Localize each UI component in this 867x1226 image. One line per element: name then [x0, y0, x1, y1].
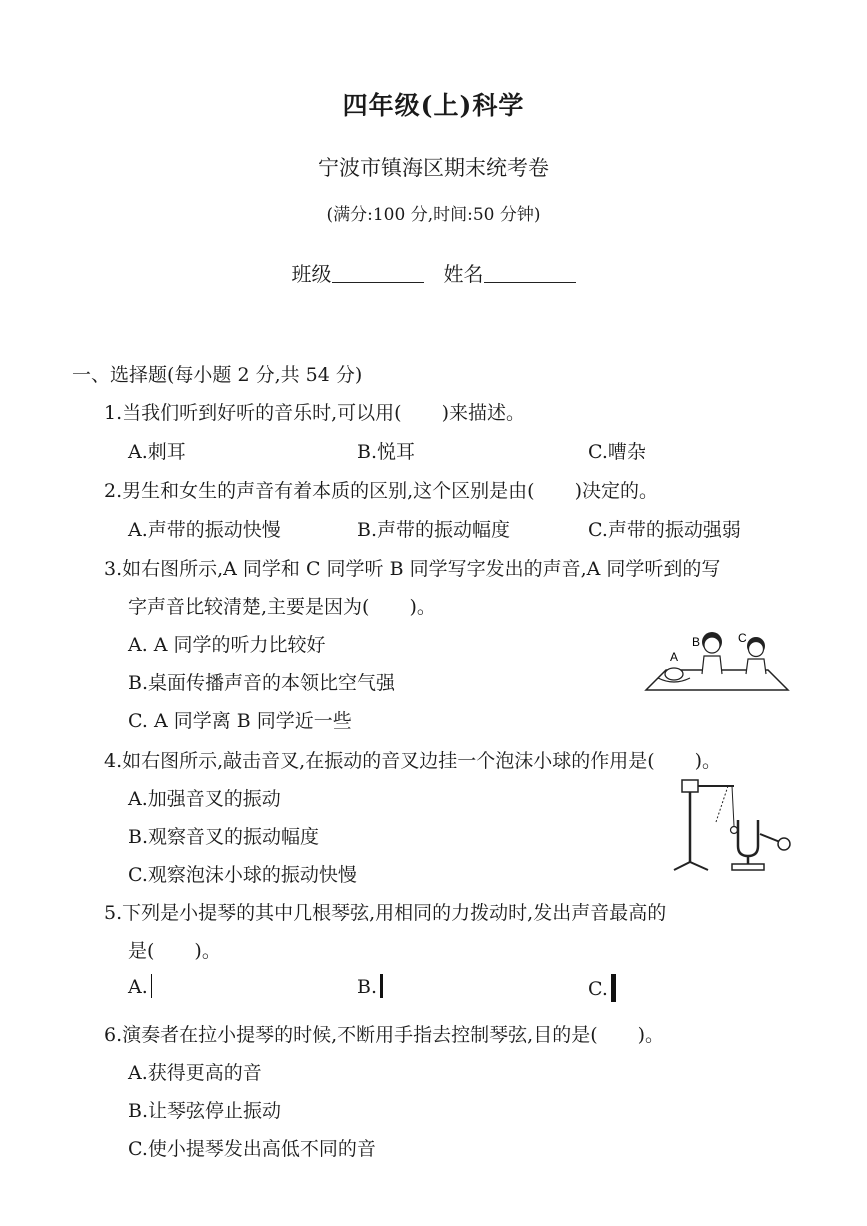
- q5-option-b-label: B.: [357, 976, 378, 998]
- q4-option-c: C.观察泡沫小球的振动快慢: [128, 864, 357, 886]
- foam-ball-icon: [731, 827, 738, 834]
- student-info-fields: [0, 258, 867, 287]
- q1-option-c: C.嘈杂: [588, 441, 646, 463]
- question-3-stem-end: )。: [409, 596, 436, 618]
- name-label: 姓名: [443, 262, 484, 286]
- student-c-body-icon: [746, 659, 766, 674]
- question-6-stem-end: )。: [637, 1024, 665, 1046]
- q3-option-a: A. A 同学的听力比较好: [128, 634, 326, 656]
- q4-option-b: B.观察音叉的振动幅度: [128, 826, 320, 848]
- question-5-stem-start: 是(: [128, 940, 155, 962]
- stand-clamp-icon: [682, 780, 698, 792]
- label-c: C: [738, 631, 747, 645]
- question-4: [104, 746, 721, 773]
- question-1-stem-end: )来描述。: [441, 402, 526, 424]
- student-a-head-icon: [665, 668, 683, 680]
- question-4-stem-start: 4.如右图所示,敲击音叉,在振动的音叉边挂一个泡沫小球的作用是(: [104, 750, 655, 772]
- question-2-stem-start: 2.男生和女生的声音有着本质的区别,这个区别是由(: [104, 480, 535, 502]
- question-5-line-1: 5.下列是小提琴的其中几根琴弦,用相同的力拨动时,发出声音最高的: [104, 902, 667, 924]
- name-blank[interactable]: [484, 262, 576, 283]
- thread-swing-icon: [716, 786, 728, 822]
- question-5-stem-end: )。: [194, 940, 221, 962]
- q4-option-a: A.加强音叉的振动: [128, 788, 281, 810]
- question-2-stem-end: )决定的。: [574, 480, 659, 502]
- question-3-stem-start: 字声音比较清楚,主要是因为(: [128, 596, 370, 618]
- q5-option-a: [128, 974, 152, 998]
- medium-string-icon: [380, 974, 383, 998]
- question-5-line-2: [128, 936, 221, 963]
- question-4-stem-end: )。: [694, 750, 722, 772]
- thick-string-icon: [611, 974, 616, 1002]
- tuning-fork-icon: [738, 820, 758, 856]
- question-1-stem-start: 1.当我们听到好听的音乐时,可以用(: [104, 402, 402, 424]
- mallet-handle-icon: [760, 834, 780, 842]
- question-6: [104, 1020, 664, 1047]
- q3-students-desk-figure: [628, 628, 798, 698]
- exam-score-time-note: (满分:100 分,时间:50 分钟): [326, 205, 541, 225]
- q6-option-c: C.使小提琴发出高低不同的音: [128, 1138, 376, 1160]
- page-title: 四年级(上)科学: [342, 91, 525, 120]
- q5-option-c: [588, 974, 616, 1002]
- q5-option-a-label: A.: [128, 976, 148, 998]
- q6-option-a: A.获得更高的音: [128, 1062, 262, 1084]
- q5-option-b: [357, 974, 383, 998]
- q5-option-c-label: C.: [588, 978, 608, 1000]
- exam-subtitle: 宁波市镇海区期末统考卷: [318, 156, 549, 180]
- class-blank[interactable]: [332, 262, 424, 283]
- stand-base-icon: [674, 862, 708, 870]
- question-1: [104, 398, 525, 425]
- label-b: B: [692, 635, 701, 649]
- question-2: [104, 476, 658, 503]
- section-title: 一、选择题(每小题 2 分,共 54 分): [72, 364, 363, 386]
- student-b-face-icon: [704, 637, 720, 653]
- q4-tuning-fork-figure: [668, 776, 798, 876]
- question-3-line-1: 3.如右图所示,A 同学和 C 同学听 B 同学写字发出的声音,A 同学听到的写: [104, 558, 721, 580]
- fork-base-icon: [732, 864, 764, 870]
- q3-option-b: B.桌面传播声音的本领比空气强: [128, 672, 396, 694]
- q6-option-b: B.让琴弦停止振动: [128, 1100, 282, 1122]
- class-label: 班级: [291, 262, 332, 286]
- thin-string-icon: [151, 974, 153, 998]
- q1-option-b: B.悦耳: [357, 441, 416, 463]
- q3-option-c: C. A 同学离 B 同学近一些: [128, 710, 352, 732]
- mallet-head-icon: [778, 838, 790, 850]
- q1-option-a: A.刺耳: [128, 441, 186, 463]
- q2-option-c: C.声带的振动强弱: [588, 519, 741, 541]
- thread-icon: [732, 786, 734, 826]
- student-b-body-icon: [702, 656, 722, 674]
- question-3-line-2: [128, 592, 436, 619]
- student-c-face-icon: [749, 642, 764, 657]
- q2-option-b: B.声带的振动幅度: [357, 519, 511, 541]
- label-a: A: [670, 650, 679, 664]
- question-6-stem-start: 6.演奏者在拉小提琴的时候,不断用手指去控制琴弦,目的是(: [104, 1024, 598, 1046]
- q2-option-a: A.声带的振动快慢: [128, 519, 281, 541]
